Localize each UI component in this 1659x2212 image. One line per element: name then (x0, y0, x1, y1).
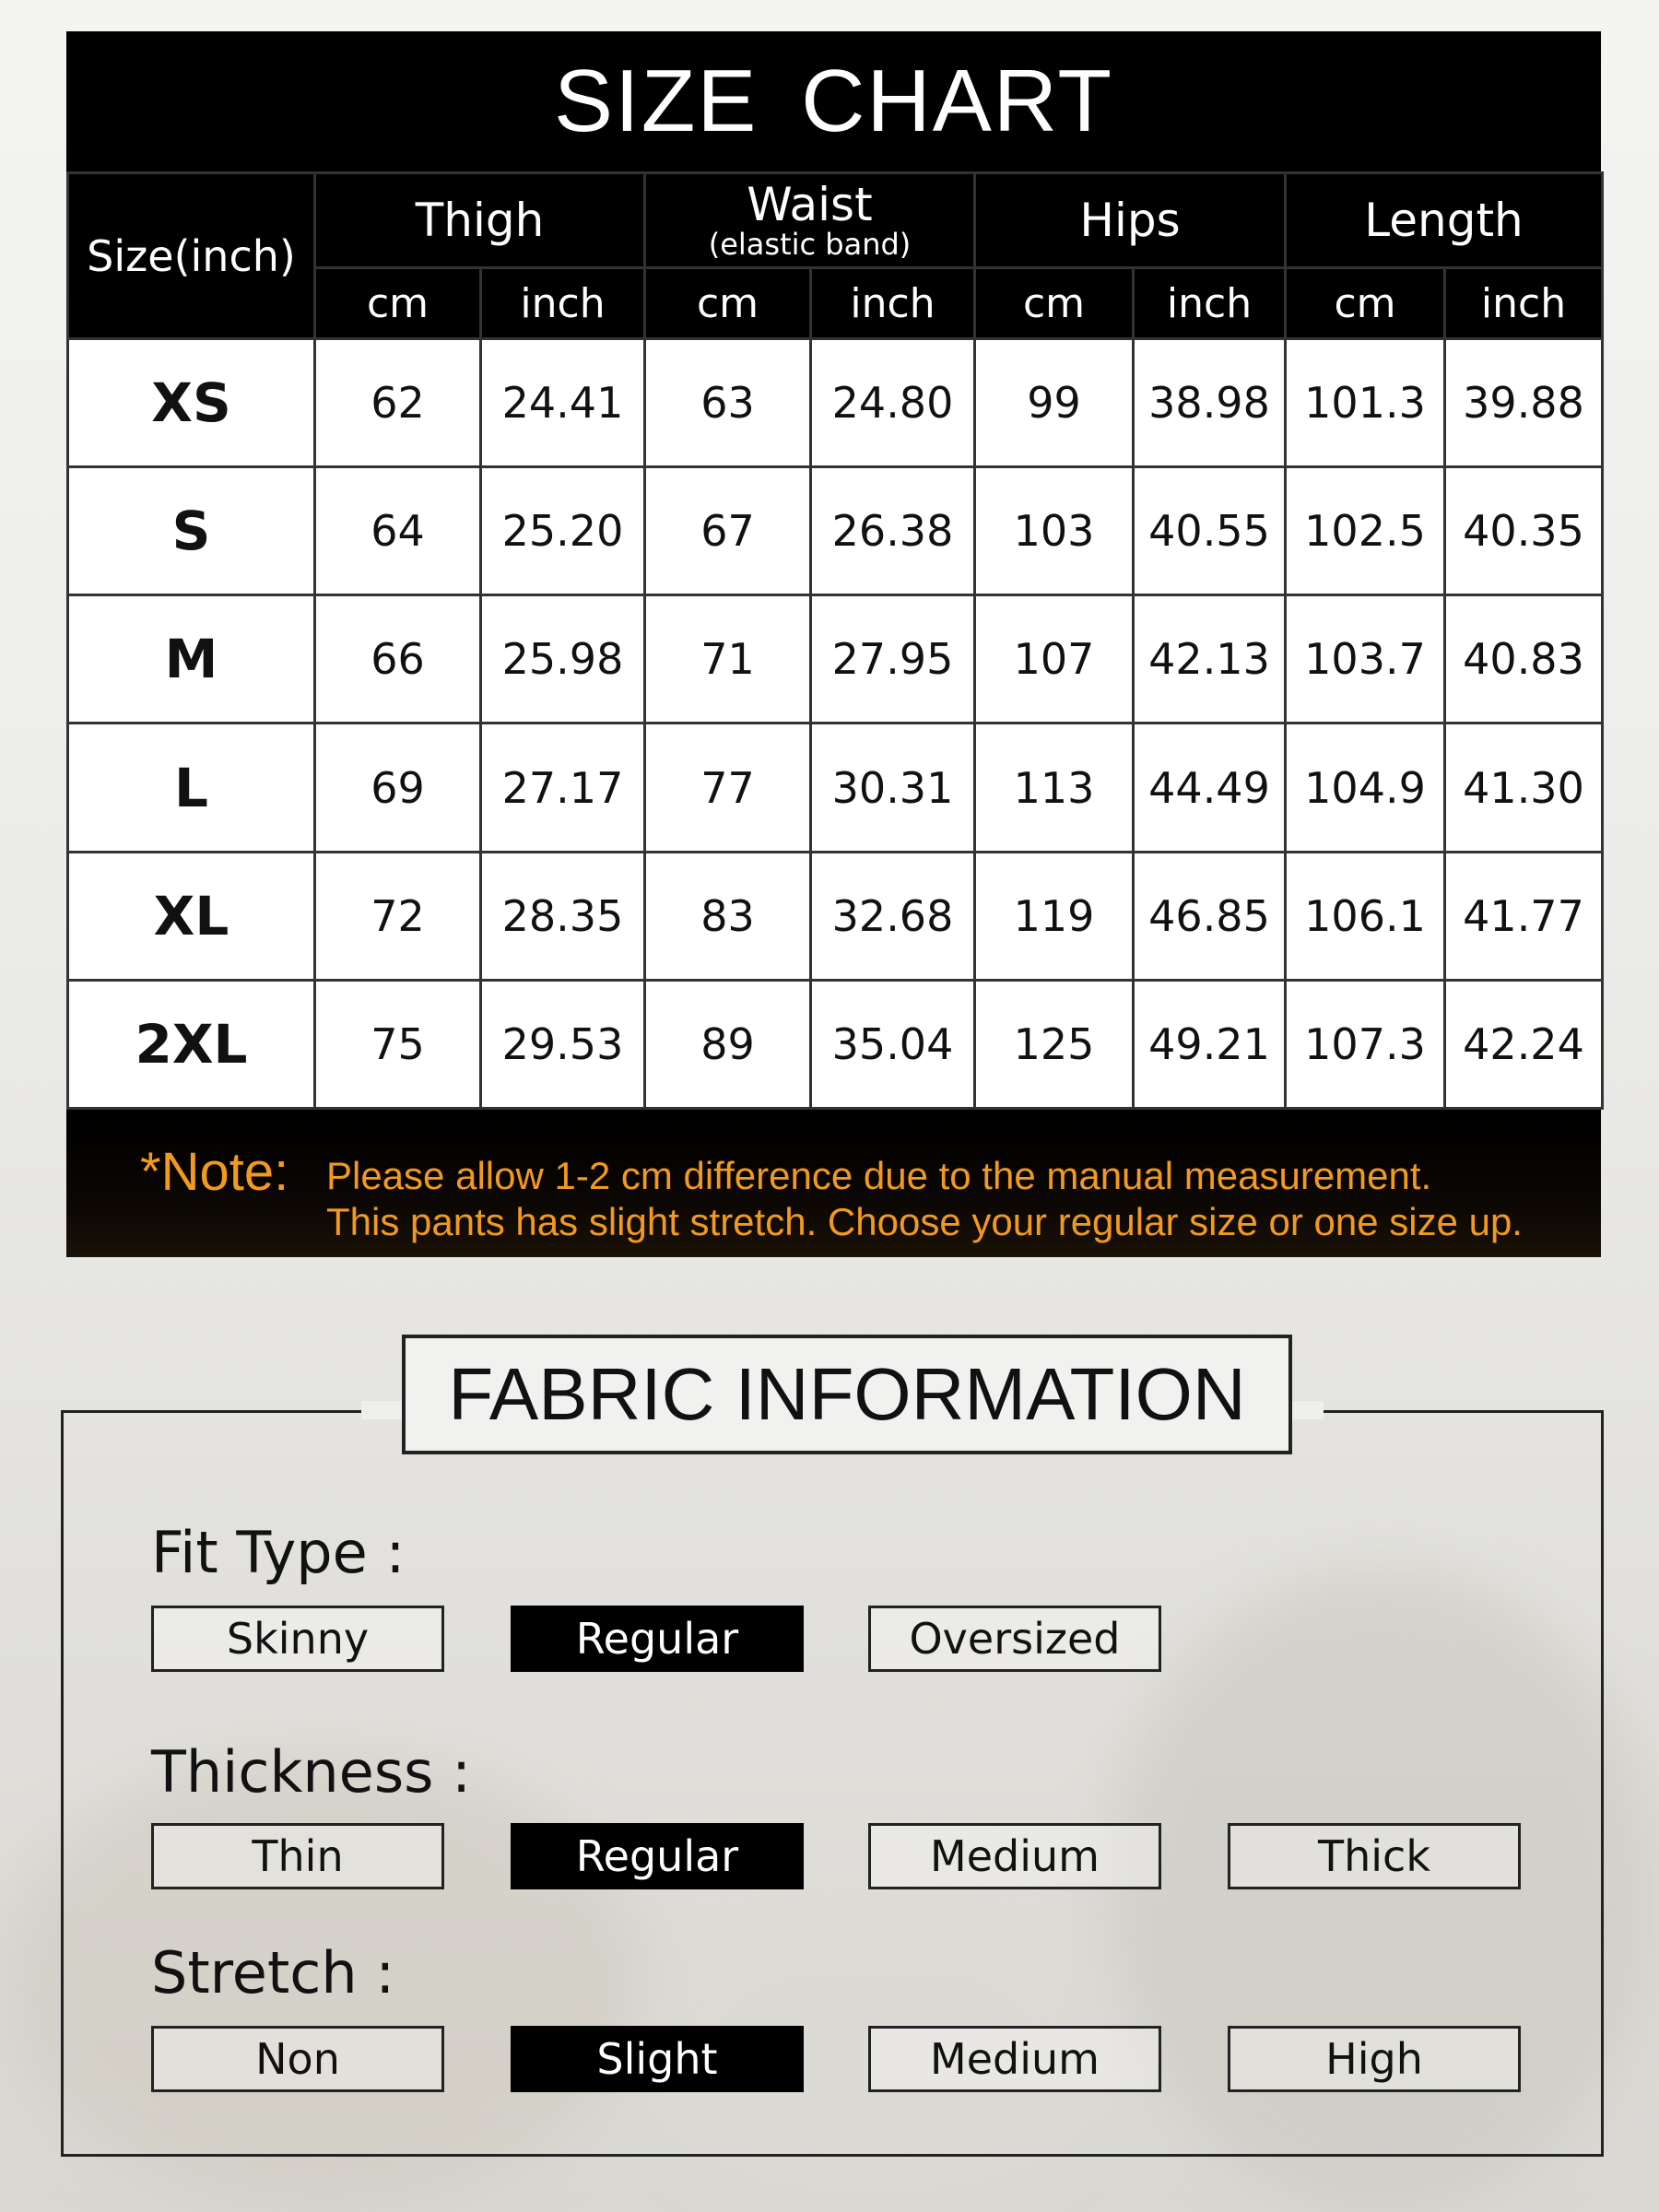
unit-header: cm (645, 268, 811, 339)
measurement-cell: 27.95 (811, 595, 975, 724)
thickness-option-thick: Thick (1228, 1823, 1521, 1889)
thigh-header: Thigh (315, 173, 645, 268)
measurement-cell: 72 (315, 852, 481, 980)
measurement-cell: 49.21 (1134, 980, 1286, 1108)
measurement-cell: 30.31 (811, 724, 975, 852)
measurement-cell: 107.3 (1286, 980, 1445, 1108)
table-row (68, 980, 1603, 1108)
measurement-cell: 71 (645, 595, 811, 724)
note-line-2: This pants has slight stretch. Choose your regular size or one size up. (326, 1200, 1523, 1243)
measurement-cell: 28.35 (481, 852, 645, 980)
fit-type-option-regular: Regular (511, 1606, 804, 1672)
measurement-cell: 32.68 (811, 852, 975, 980)
unit-header: inch (811, 268, 975, 339)
size-table (66, 171, 1604, 1110)
stretch-option-medium: Medium (868, 2026, 1161, 2092)
measurement-cell: 69 (315, 724, 481, 852)
thickness-option-medium: Medium (868, 1823, 1161, 1889)
measurement-cell: 40.35 (1445, 467, 1603, 595)
measurement-cell: 40.55 (1134, 467, 1286, 595)
measurement-cell: 66 (315, 595, 481, 724)
size-label: 2XL (68, 980, 315, 1108)
unit-header: inch (1134, 268, 1286, 339)
measurement-cell: 35.04 (811, 980, 975, 1108)
measurement-cell: 25.98 (481, 595, 645, 724)
size-label: L (68, 724, 315, 852)
table-row (68, 339, 1603, 467)
waist-header: Waist (elastic band) (645, 173, 975, 268)
fit-type-label: Fit Type : (151, 1519, 406, 1586)
measurement-cell: 41.77 (1445, 852, 1603, 980)
measurement-cell: 67 (645, 467, 811, 595)
stretch-option-non: Non (151, 2026, 444, 2092)
measurement-cell: 113 (975, 724, 1134, 852)
thickness-label: Thickness : (151, 1738, 472, 1806)
measurement-cell: 125 (975, 980, 1134, 1108)
measurement-cell: 39.88 (1445, 339, 1603, 467)
measurement-cell: 24.41 (481, 339, 645, 467)
measurement-cell: 38.98 (1134, 339, 1286, 467)
measurement-cell: 83 (645, 852, 811, 980)
measurement-cell: 75 (315, 980, 481, 1108)
waist-subheader: (elastic band) (708, 227, 912, 262)
table-row (68, 724, 1603, 852)
measurement-cell: 41.30 (1445, 724, 1603, 852)
measurement-cell: 119 (975, 852, 1134, 980)
size-label: XS (68, 339, 315, 467)
note-banner (66, 1110, 1601, 1257)
measurement-cell: 64 (315, 467, 481, 595)
measurement-cell: 40.83 (1445, 595, 1603, 724)
measurement-cell: 63 (645, 339, 811, 467)
table-row (68, 595, 1603, 724)
measurement-cell: 104.9 (1286, 724, 1445, 852)
measurement-cell: 42.24 (1445, 980, 1603, 1108)
size-label: M (68, 595, 315, 724)
note-label: *Note: (140, 1142, 289, 1202)
measurement-cell: 25.20 (481, 467, 645, 595)
measurement-cell: 29.53 (481, 980, 645, 1108)
size-column-header: Size(inch) (68, 173, 315, 339)
fabric-info-title: FABRIC INFORMATION (402, 1335, 1292, 1454)
measurement-cell: 77 (645, 724, 811, 852)
thickness-option-regular: Regular (511, 1823, 804, 1889)
measurement-cell: 24.80 (811, 339, 975, 467)
measurement-cell: 89 (645, 980, 811, 1108)
measurement-cell: 27.17 (481, 724, 645, 852)
fit-type-option-oversized: Oversized (868, 1606, 1161, 1672)
unit-header: cm (1286, 268, 1445, 339)
length-header: Length (1286, 173, 1603, 268)
thickness-option-thin: Thin (151, 1823, 444, 1889)
note-line-1: Please allow 1-2 cm difference due to the manual measurement. (326, 1154, 1432, 1197)
hips-header: Hips (975, 173, 1286, 268)
measurement-cell: 99 (975, 339, 1134, 467)
unit-header: cm (315, 268, 481, 339)
measurement-cell: 26.38 (811, 467, 975, 595)
table-row (68, 467, 1603, 595)
measurement-cell: 103.7 (1286, 595, 1445, 724)
size-chart-title: SIZE CHART (554, 52, 1113, 150)
measurement-cell: 103 (975, 467, 1134, 595)
size-label: XL (68, 852, 315, 980)
measurement-cell: 102.5 (1286, 467, 1445, 595)
measurement-cell: 42.13 (1134, 595, 1286, 724)
measurement-cell: 106.1 (1286, 852, 1445, 980)
measurement-cell: 62 (315, 339, 481, 467)
stretch-option-slight: Slight (511, 2026, 804, 2092)
measurement-cell: 44.49 (1134, 724, 1286, 852)
measurement-cell: 46.85 (1134, 852, 1286, 980)
table-row (68, 852, 1603, 980)
unit-header: cm (975, 268, 1134, 339)
measurement-cell: 107 (975, 595, 1134, 724)
unit-header: inch (481, 268, 645, 339)
unit-header: inch (1445, 268, 1603, 339)
measurement-cell: 101.3 (1286, 339, 1445, 467)
stretch-label: Stretch : (151, 1939, 395, 2006)
fit-type-option-skinny: Skinny (151, 1606, 444, 1672)
size-label: S (68, 467, 315, 595)
size-chart (66, 31, 1601, 1257)
stretch-option-high: High (1228, 2026, 1521, 2092)
